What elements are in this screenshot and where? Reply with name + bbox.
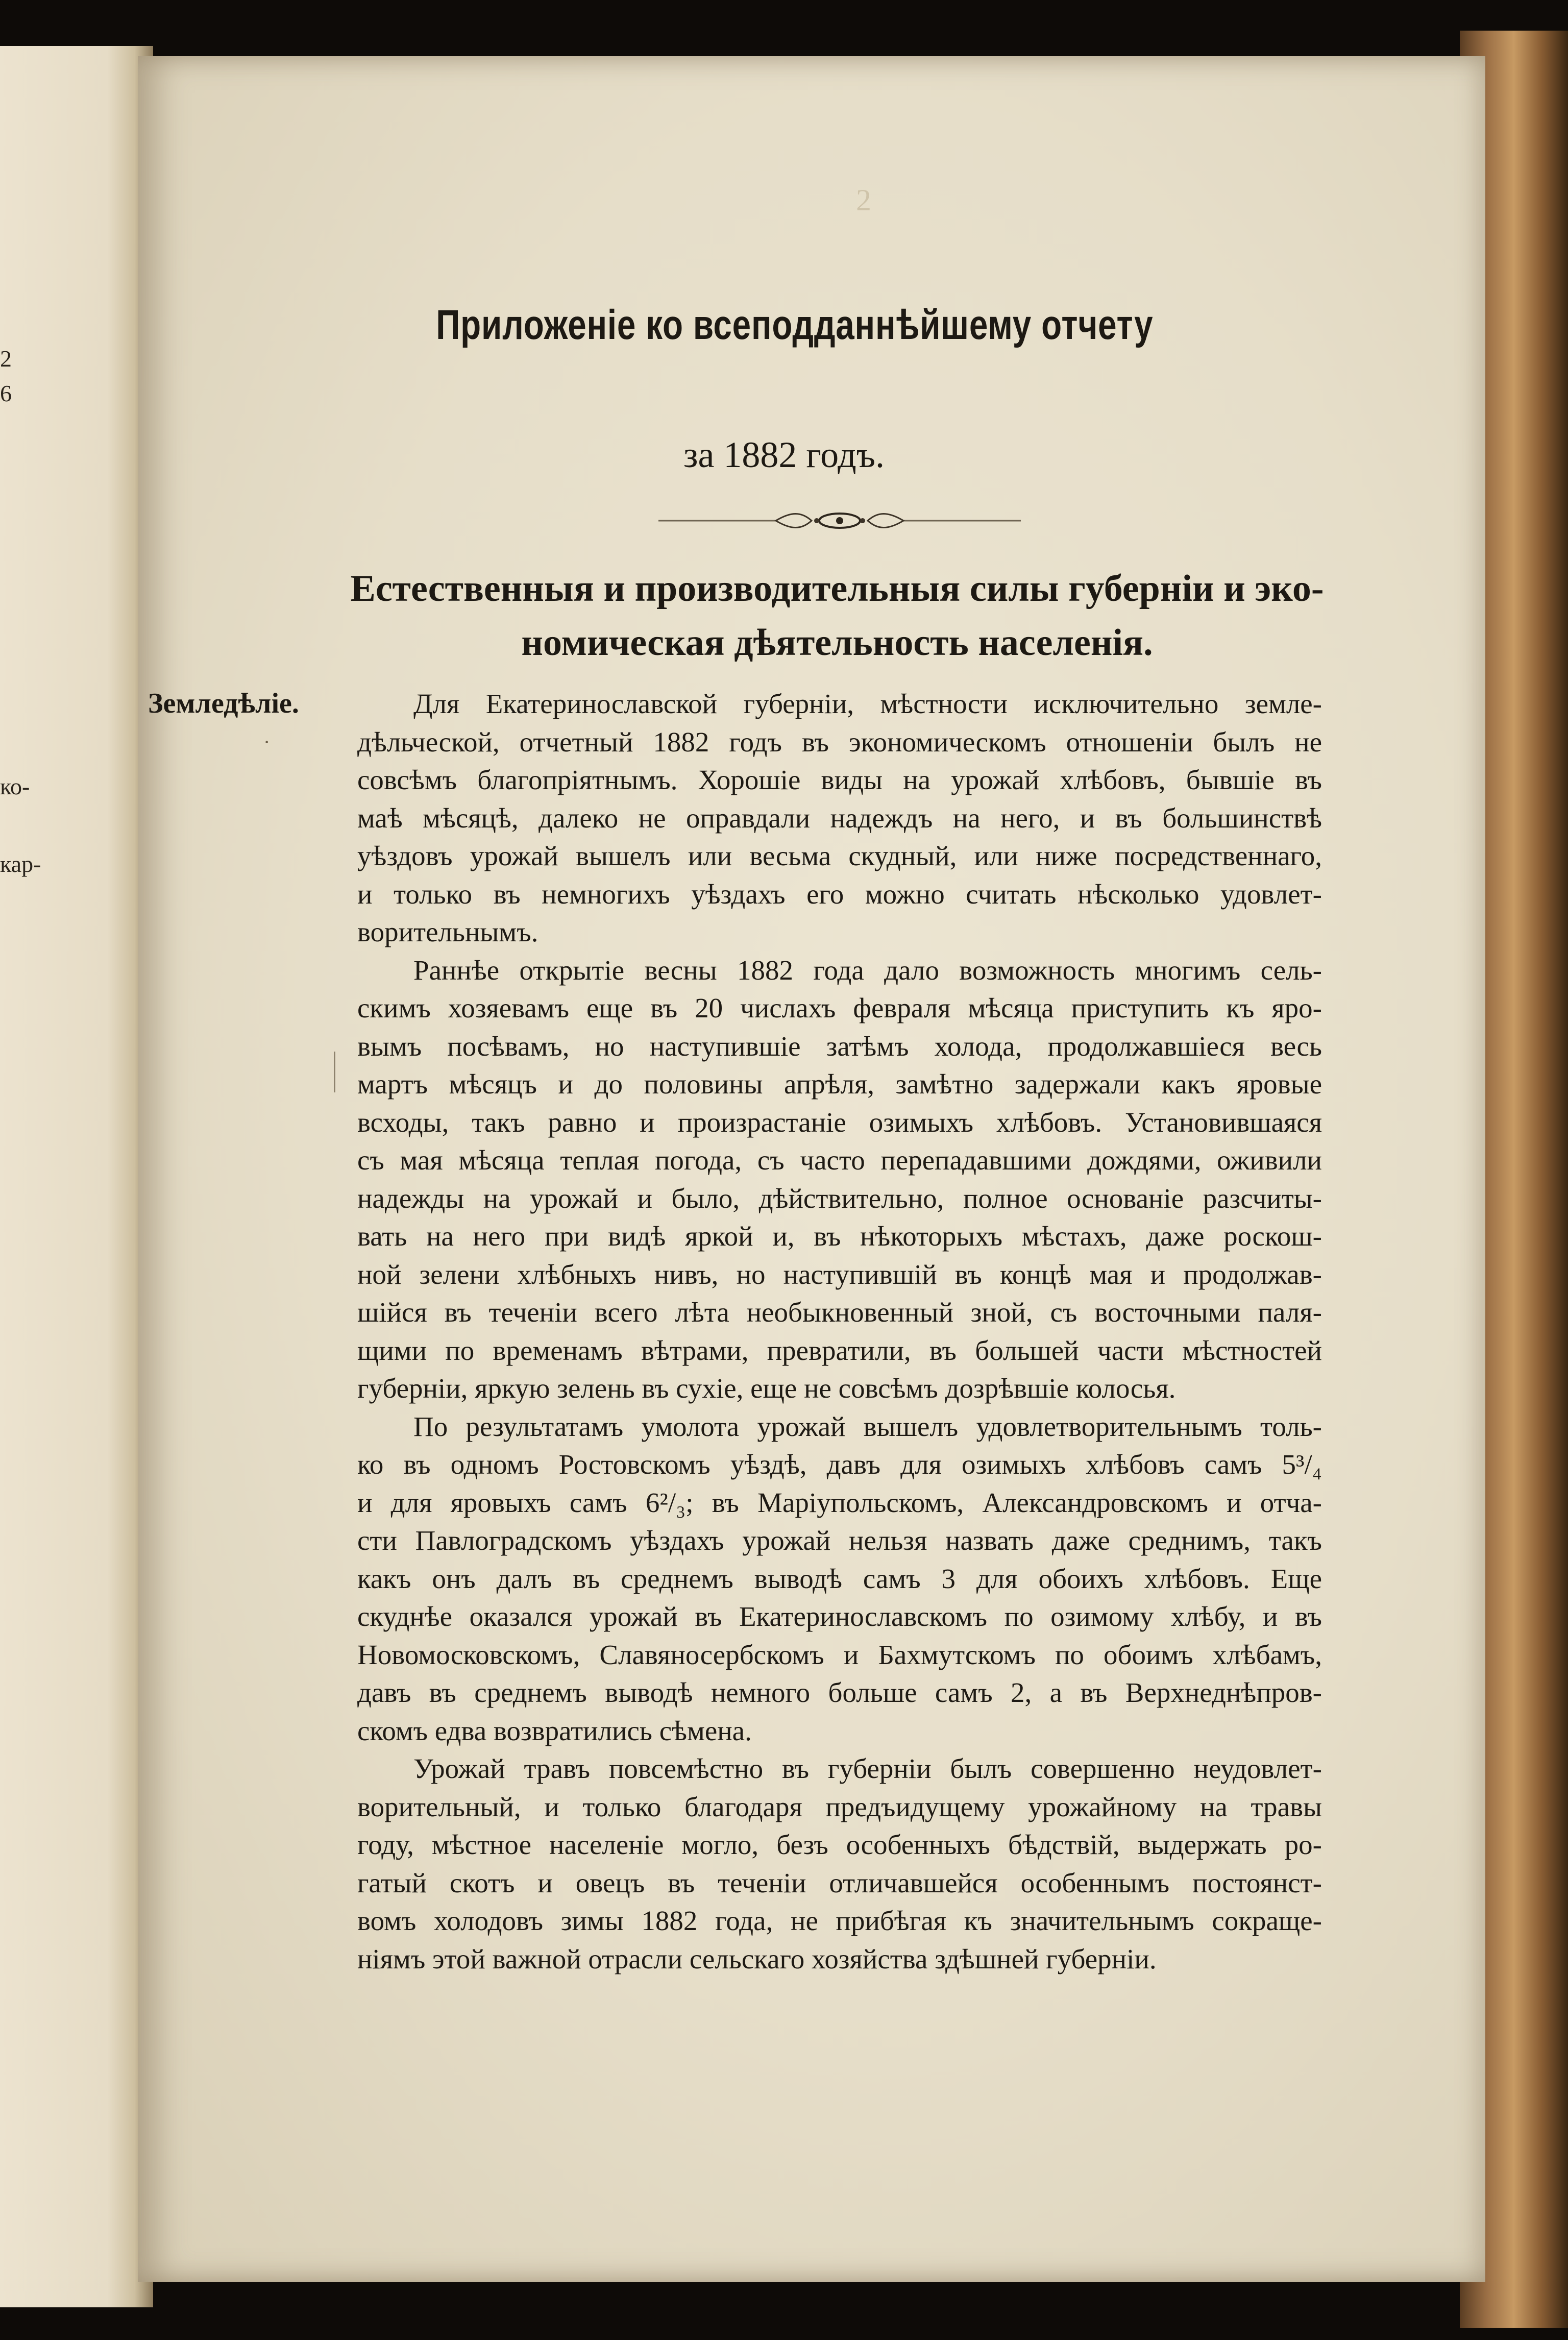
text-line: скимъ хозяевамъ еще въ 20 числахъ февраля мѣсяца приступить къ яро- [357, 992, 1322, 1023]
text-line: съ мая мѣсяца теплая погода, съ часто перепадавшими дождями, оживили [357, 1144, 1322, 1176]
text-line: надежды на урожай и было, дѣйствительно, полное основаніе разсчиты- [357, 1182, 1322, 1214]
section-heading-line: номическая дѣятельность населенія. [521, 622, 1153, 664]
paragraph [357, 1408, 1322, 1750]
paragraph [357, 685, 1322, 952]
ornament-divider [658, 505, 1021, 536]
text-line: шійся въ теченіи всего лѣта необыкновенный зной, съ восточными паля- [357, 1297, 1322, 1328]
text-line: скомъ едва возвратились сѣмена. [357, 1715, 752, 1746]
margin-mark [334, 1052, 335, 1092]
text-line: По результатамъ умолота урожай вышелъ удовлетворительнымъ толь- [413, 1410, 1322, 1442]
document-title: Приложеніе ко всеподданнѣйшему отчету [436, 302, 1154, 348]
text-line: вымъ посѣвамъ, но наступившіе затѣмъ холода, продолжавшіеся весь [357, 1030, 1322, 1062]
section-heading [347, 562, 1327, 670]
text-line: какъ онъ далъ въ среднемъ выводѣ самъ 3 для обоихъ хлѣбовъ. Еще [357, 1563, 1322, 1594]
text-line: всходы, такъ равно и произрастаніе озимыхъ хлѣбовъ. Установившаяся [357, 1106, 1322, 1138]
text-line: давъ въ среднемъ выводѣ немного больше самъ 2, а въ Верхнеднѣпров- [357, 1677, 1322, 1708]
text-line: ворительный, и только благодаря предъидущему урожайному на травы [357, 1791, 1322, 1822]
text-line: Для Екатеринославской губерніи, мѣстности исключительно земле- [413, 688, 1322, 719]
page-number: 2 [856, 183, 871, 217]
text-line: Новомосковскомъ, Славяносербскомъ и Бахмутскомъ по обоимъ хлѣбамъ, [357, 1639, 1322, 1670]
text-line: гатый скотъ и овецъ въ теченіи отличавшейся особеннымъ постоянст- [357, 1867, 1322, 1898]
marginal-note: Земледѣліе. [148, 688, 299, 719]
text-line: и только въ немногихъ уѣздахъ его можно считать нѣсколько удовлет- [357, 878, 1322, 910]
text-line: ко въ одномъ Ростовскомъ уѣздѣ, давъ для озимыхъ хлѣбовъ самъ 5³/₄ [357, 1449, 1322, 1480]
text-line: году, мѣстное населеніе могло, безъ особенныхъ бѣдствій, выдержать ро- [357, 1829, 1322, 1860]
text-line: вомъ холодовъ зимы 1882 года, не прибѣгая къ значительнымъ сокраще- [357, 1905, 1322, 1936]
text-line: щими по временамъ вѣтрами, превратили, въ большей части мѣстностей [357, 1334, 1322, 1366]
text-line: дѣльческой, отчетный 1882 годъ въ экономическомъ отношеніи былъ не [357, 726, 1322, 758]
text-line: сти Павлоградскомъ уѣздахъ урожай нельзя назвать даже среднимъ, такъ [357, 1525, 1322, 1556]
text-line: ной зелени хлѣбныхъ нивъ, но наступившій въ концѣ мая и продолжав- [357, 1258, 1322, 1290]
text-line: губерніи, яркую зелень въ сухіе, еще не совсѣмъ дозрѣвшіе колосья. [357, 1373, 1176, 1404]
text-line: Раннѣе открытіе весны 1882 года дало возможность многимъ сель- [413, 954, 1322, 986]
ink-speck: · [263, 730, 271, 753]
left-page-fragment: кар- [0, 851, 41, 877]
left-page-fragment: 6 [0, 380, 12, 406]
text-line: вать на него при видѣ яркой и, въ нѣкоторыхъ мѣстахъ, даже роскош- [357, 1221, 1322, 1252]
text-line: уѣздовъ урожай вышелъ или весьма скудный, или ниже посредственнаго, [357, 840, 1322, 871]
section-heading-line: Естественныя и производительныя силы губерніи и эко- [350, 568, 1324, 610]
paragraph [357, 952, 1322, 1408]
previous-page-edge [0, 46, 153, 2307]
left-page-fragment: ко- [0, 773, 30, 799]
text-line: мартъ мѣсяцъ и до половины апрѣля, замѣтно задержали какъ яровые [357, 1068, 1322, 1100]
body-text [357, 685, 1322, 1978]
text-line: ніямъ этой важной отрасли сельскаго хозяйства здѣшней губерніи. [357, 1943, 1157, 1975]
text-line: Урожай травъ повсемѣстно въ губерніи былъ совершенно неудовлет- [413, 1753, 1322, 1784]
text-line: маѣ мѣсяцѣ, далеко не оправдали надеждъ на него, и въ большинствѣ [357, 802, 1322, 834]
text-line: и для яровыхъ самъ 6²/₃; въ Маріупольскомъ, Александровскомъ и отча- [357, 1486, 1322, 1518]
text-line: скуднѣе оказался урожай въ Екатеринославскомъ по озимому хлѣбу, и въ [357, 1601, 1322, 1632]
text-line: совсѣмъ благопріятнымъ. Хорошіе виды на урожай хлѣбовъ, бывшіе въ [357, 764, 1322, 795]
text-line: ворительнымъ. [357, 916, 538, 947]
paragraph [357, 1750, 1322, 1978]
document-subtitle-year: за 1882 годъ. [683, 434, 885, 475]
left-page-fragment: 2 [0, 346, 12, 372]
